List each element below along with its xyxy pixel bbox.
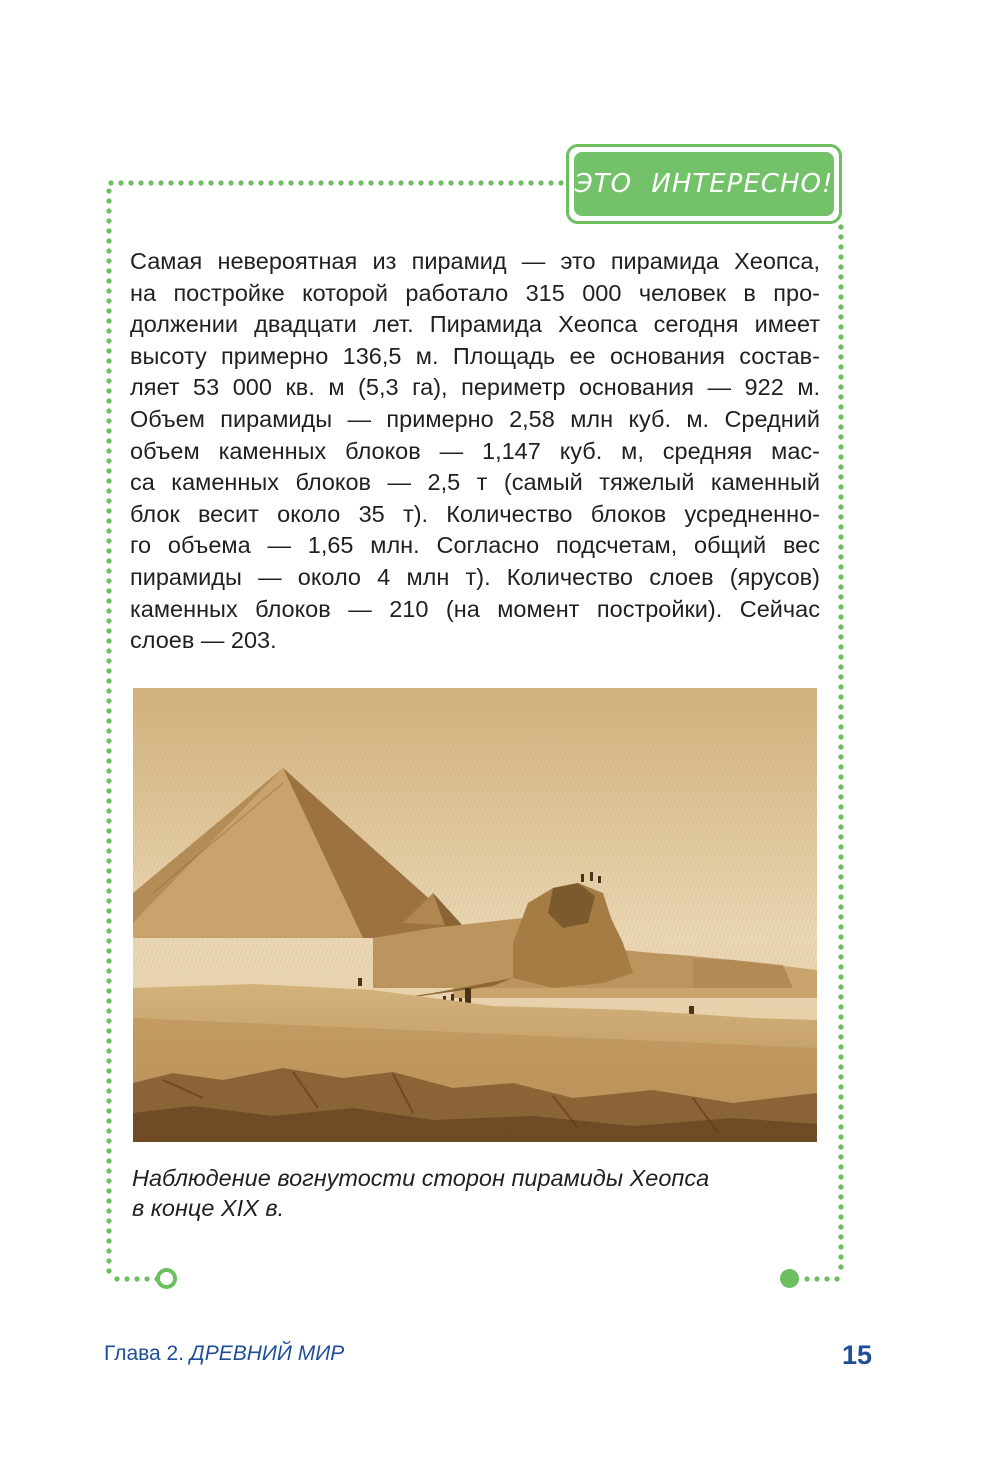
main-text-line: каменных блоков — 210 (на момент постройки). Сейчас (130, 595, 820, 622)
page-number: 15 (842, 1340, 873, 1370)
main-text-line: Самая невероятная из пирамид — это пирамида Хеопса, (130, 248, 820, 274)
main-text-line: са каменных блоков — 2,5 т (самый тяжелый каменный (130, 469, 820, 496)
frame-left-dots (106, 186, 112, 1274)
main-text-line: блок весит около 35 т). Количество блоков усредненно- (130, 500, 820, 527)
frame-bottom-left-dots (112, 1276, 158, 1282)
chapter-title: ДРЕВНИЙ МИР (189, 1342, 345, 1365)
frame-ring-end (156, 1268, 177, 1289)
frame-right-dots (838, 222, 844, 1274)
frame-top-dots (106, 180, 564, 186)
frame-dot-end (780, 1269, 799, 1288)
main-text-line: ляет 53 000 кв. м (5,3 га), периметр основания — 922 м. (130, 374, 820, 401)
footer-chapter (104, 1342, 344, 1366)
main-text-line: высоту примерно 136,5 м. Площадь ее основания состав- (130, 342, 820, 369)
main-text-line: на постройке которой работало 315 000 человек в про- (130, 279, 820, 306)
main-text (130, 246, 820, 657)
caption-line: в конце XIX в. (132, 1195, 285, 1221)
chapter-prefix: Глава 2. (104, 1342, 190, 1365)
caption-line: Наблюдение вогнутости сторон пирамиды Хеопса (132, 1165, 710, 1191)
main-text-line: должении двадцати лет. Пирамида Хеопса сегодня имеет (130, 311, 820, 338)
main-text-line: слоев — 203. (130, 627, 277, 654)
interesting-label-box (566, 144, 842, 224)
main-text-line: Объем пирамиды — примерно 2,58 млн куб. м. Средний (130, 405, 820, 432)
main-text-line: объем каменных блоков — 1,147 куб. м, средняя мас- (130, 437, 820, 464)
interesting-label: ЭТО ИНТЕРЕСНО! (574, 152, 834, 216)
pyramid-engraving-image (133, 688, 817, 1142)
frame-bottom-right-dots (802, 1276, 840, 1282)
main-text-line: пирамиды — около 4 млн т). Количество слоев (ярусов) (130, 563, 820, 590)
main-text-line: го объема — 1,65 млн. Согласно подсчетам, общий вес (130, 532, 820, 559)
image-caption (132, 1163, 822, 1223)
